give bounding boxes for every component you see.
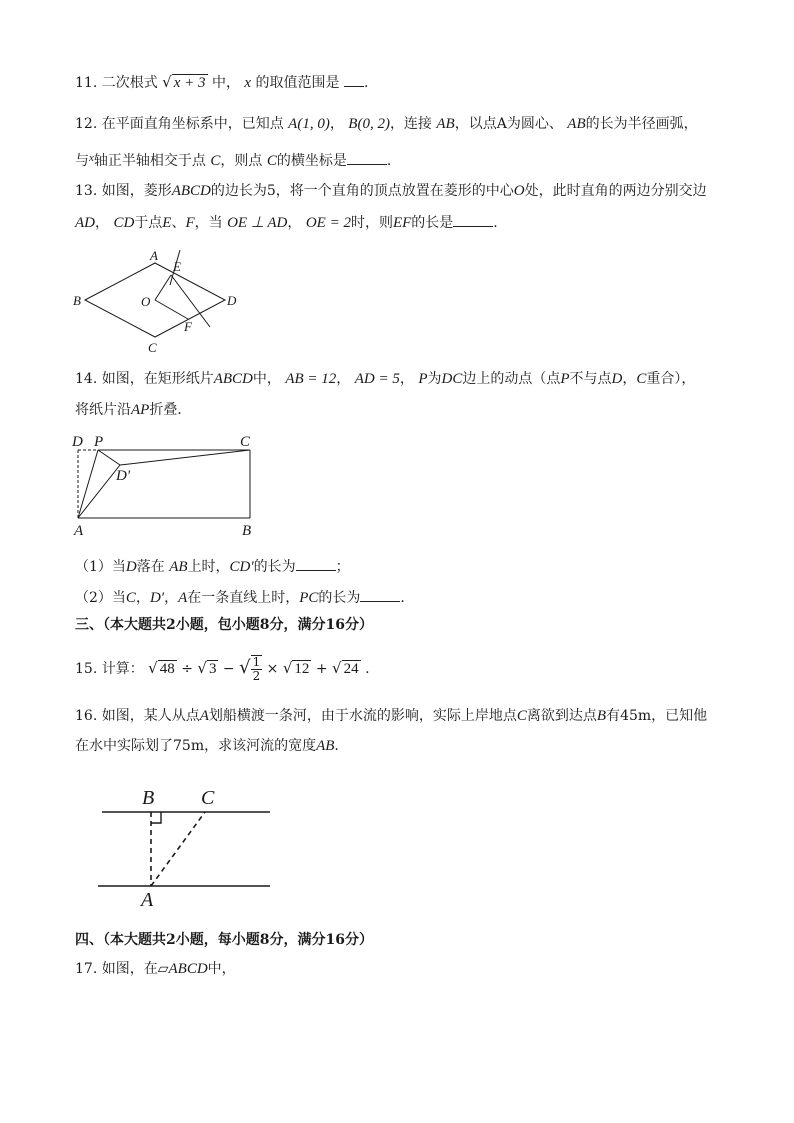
label-c: C [201, 787, 215, 809]
question-number: 15. [75, 661, 98, 677]
question-number: 12. [75, 116, 98, 132]
question-12-cont: 与$^x$轴正半轴相交于点 C，则点 C的横坐标是 . [75, 152, 392, 169]
label-d: D [72, 434, 83, 450]
label-o: O [141, 294, 151, 309]
question-number: 11. [75, 75, 98, 91]
answer-blank [453, 212, 493, 227]
question-number: 16. [75, 708, 98, 724]
label-f: F [184, 319, 192, 334]
line-ap [78, 450, 98, 518]
answer-blank [347, 150, 387, 165]
label-a: A [141, 889, 154, 911]
question-number: 13. [75, 183, 98, 199]
label-a: A [150, 248, 158, 263]
question-13: 13. 如图，菱形ABCD的边长为5，将一个直角的顶点放置在菱形的中心O处，此时直角的两边分别交边 [75, 183, 707, 199]
line-ao [155, 300, 188, 319]
question-17: 17. 如图，在▱ABCD中， [75, 961, 236, 977]
question-11: 11. 二次根式 √ x + 3 中， x 的取值范围是 . [75, 73, 369, 91]
label-d-prime: D′ [116, 468, 131, 484]
fraction: $\frac{1}{2}$ [252, 655, 261, 683]
question-12: 12. 在平面直角坐标系中，已知点 A(1, 0)， B(0, 2)，连接 AB，以点A为圆心、 AB的长为半径画弧， [75, 116, 698, 132]
question-13-cont: AD， CD于点E、F，当 OE ⊥ AD， OE = 2时，则EF的长是 . [75, 212, 734, 233]
label-c: C [240, 434, 251, 450]
question-14-part-1: （1）当D落在 AB上时，CD′的长为 ； [75, 556, 734, 577]
label-b: B [73, 293, 81, 308]
section-heading-4: 四、（本大题共2小题，每小题8分，满分16分） [75, 932, 373, 948]
label-d: D [227, 293, 237, 308]
answer-blank [360, 587, 400, 602]
question-14: 14. 如图，在矩形纸片ABCD中， AB = 12， AD = 5， P为DC边上的动点（点P不与点D，C重合）， [75, 371, 696, 387]
parallelogram-symbol: ▱ [157, 961, 169, 977]
answer-blank [296, 556, 336, 571]
question-15: 15. 计算： √ 48 ÷ √ 3 − √ $\frac{1}{2}$ × √ 12 + √ 24 . [75, 655, 370, 683]
rhombus-figure [70, 245, 250, 360]
label-b: B [242, 523, 252, 539]
river-figure [90, 782, 280, 912]
question-16-cont: 在水中实际划了75m，求该河流的宽度AB. [75, 738, 339, 754]
label-c: C [148, 340, 157, 355]
section-heading-3: 三、（本大题共2小题，包小题8分，满分16分） [75, 617, 373, 633]
question-number: 17. [75, 961, 98, 977]
line-pd-prime [98, 450, 120, 465]
question-14-cont: 将纸片沿AP折叠． [75, 402, 192, 418]
line-d-prime-c [120, 450, 250, 465]
line-oe [155, 275, 171, 300]
question-number: 14. [75, 371, 98, 387]
label-p: P [94, 434, 104, 450]
question-16: 16. 如图，某人从点A划船横渡一条河，由于水流的影响，实际上岸地点C离欲到达点B有45m，已知他 [75, 708, 708, 724]
question-14-part-2: （2）当C，D′，A在一条直线上时，PC的长为 . [75, 587, 734, 608]
right-angle-mark [151, 812, 161, 823]
label-a: A [74, 523, 84, 539]
rectangle-figure [68, 428, 268, 540]
radicand: x + 3 [173, 75, 206, 91]
line-ad-prime [78, 465, 120, 518]
label-e: E [173, 259, 181, 274]
label-b: B [142, 787, 155, 809]
answer-blank [344, 72, 364, 87]
